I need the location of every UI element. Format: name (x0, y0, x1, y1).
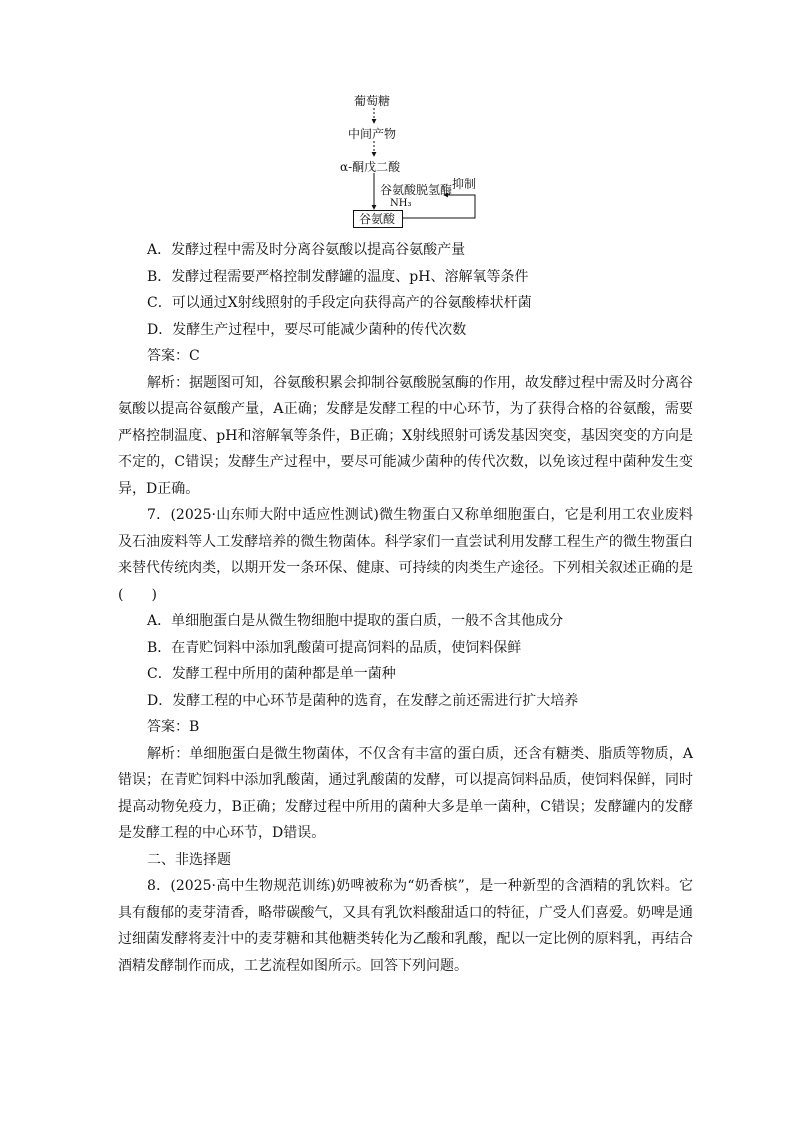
q7-option-a: A．单细胞蛋白是从微生物细胞中提取的蛋白质，一般不含其他成分 (147, 613, 564, 629)
q6-option-b: B．发酵过程需要严格控制发酵罐的温度、pH、溶解氧等条件 (147, 268, 529, 285)
node-enzyme: 谷氨酸脱氢酶 (380, 183, 453, 197)
node-glutamate: 谷氨酸 (359, 212, 396, 226)
question-content (118, 237, 693, 979)
q7-stem: 7．(2025·山东师大附中适应性测试)微生物蛋白又称单细胞蛋白，它是利用工农业废料及石油废料等人工发酵培养的微生物菌体。科学家们一直尝试利用发酵工程生产的微生物蛋白来替代传统肉类，以期开发一条环保、健康、可持续的肉类生产途径。下列相关叙述正确的是( ) (118, 507, 693, 603)
q6-option-a: A．发酵过程中需及时分离谷氨酸以提高谷氨酸产量 (147, 242, 466, 258)
node-glucose: 葡萄糖 (354, 94, 391, 108)
section-heading: 二、非选择题 (147, 851, 231, 868)
q8-stem: 8．(2025·高中生物规范训练)奶啤被称为“奶香槟”，是一种新型的含酒精的乳饮料。它具有馥郁的麦芽清香，略带碳酸气，又具有乳饮料酸甜适口的特征，广受人们喜爱。奶啤是通过细菌发酵将麦汁中的麦芽糖和其他糖类转化为乙酸和乳酸，配以一定比例的原料乳，再结合酒精发酵制作而成，工艺流程如图所示。回答下列问题。 (118, 878, 693, 974)
q7-answer: 答案：B (147, 719, 200, 735)
q6-analysis: 解析：据题图可知，谷氨酸积累会抑制谷氨酸脱氢酶的作用，故发酵过程中需及时分离谷氨酸以提高谷氨酸产量，A正确；发酵是发酵工程的中心环节，为了获得合格的谷氨酸，需要严格控制温度、pH和溶解氧等条件，B正确；X射线照射可诱发基因突变，基因突变的方向是不定的，C错误；发酵生产过程中，要尽可能减少菌种的传代次数，以免该过程中菌种发生变异，D正确。 (118, 374, 693, 497)
q6-answer: 答案：C (147, 348, 200, 364)
node-alpha-ketoglutarate: α-酮戊二酸 (340, 160, 401, 174)
q7-analysis: 解析：单细胞蛋白是微生物菌体，不仅含有丰富的蛋白质，还含有糖类、脂质等物质，A错误；在青贮饲料中添加乳酸菌，通过乳酸菌的发酵，可以提高饲料品质，使饲料保鲜，同时提高动物免疫力，B正确；发酵过程中所用的菌种大多是单一菌种，C错误；发酵罐内的发酵是发酵工程的中心环节，D错误。 (118, 745, 693, 841)
q7-option-c: C．发酵工程中所用的菌种都是单一菌种 (147, 666, 396, 682)
inhibit-label: 抑制 (452, 177, 477, 191)
node-glutamate-box (353, 210, 403, 228)
node-intermediate: 中间产物 (348, 127, 397, 141)
q6-option-c: C．可以通过X射线照射的手段定向获得高产的谷氨酸棒状杆菌 (147, 295, 532, 311)
q7-option-b: B．在青贮饲料中添加乳酸菌可提高饲料的品质，使饲料保鲜 (147, 639, 522, 656)
q7-option-d: D．发酵工程的中心环节是菌种的选育，在发酵之前还需进行扩大培养 (147, 692, 579, 709)
glutamate-pathway-diagram (330, 90, 490, 240)
q6-option-d: D．发酵生产过程中，要尽可能减少菌种的传代次数 (147, 321, 467, 338)
node-ammonia: NH₃ (390, 198, 412, 209)
